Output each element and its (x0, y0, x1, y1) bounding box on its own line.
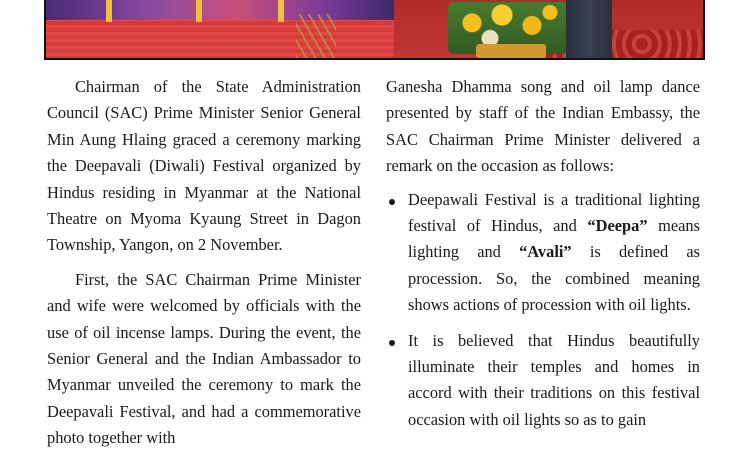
stage-backdrop (46, 0, 394, 20)
bullet-item-1 (386, 187, 700, 319)
event-photo (44, 0, 705, 60)
stage-railing (296, 14, 336, 58)
bullet-1-bold-deepa: “Deepa” (587, 216, 648, 236)
stage-pillar (106, 0, 112, 22)
bullet-1-text-a: Deepawali Festival is a traditional lighting festival of Hindus, and (408, 189, 700, 236)
paragraph-1: Chairman of the State Administration Council (SAC) Prime Minister Senior General Min Aung Hlaing graced a ceremony marking the Deepavali (Diwali) Festival organized by Hindus residing in Myanmar at the National Theatre on Myoma Kyaung Street in Dagon Township, Yangon, on 2 November. (47, 77, 361, 255)
bullet-icon (389, 340, 395, 346)
stage-pillar (196, 0, 202, 22)
stage-stairs-image (46, 0, 394, 58)
bullet-1-bold-avali: “Avali” (519, 242, 572, 262)
bullet-2-text: It is believed that Hindus beautifully illuminate their temples and homes in accord with their traditions on this festival occasion with oil lights so as to gain (408, 330, 700, 429)
article-right-column (386, 74, 700, 442)
bullet-list (386, 187, 700, 434)
bullet-1-text-b: means lighting and (408, 216, 700, 262)
bullet-1-text-c: is defined as procession. So, the combined meaning shows actions of procession with oil lights. (408, 242, 701, 315)
bullet-item-2 (386, 328, 700, 434)
paragraph-2: First, the SAC Chairman Prime Minister and wife were welcomed by officials with the use of oil incense lamps. During the event, the Senior General and the Indian Ambassador to Myanmar unveiled the ceremony to mark the Deepavali Festival, and had a commemorative photo together with (47, 269, 361, 448)
person-figure (566, 0, 612, 58)
article-left-column (47, 74, 361, 460)
paragraph-3: Ganesha Dhamma song and oil lamp dance presented by staff of the Indian Embassy, the SAC Chairman Prime Minister delivered a remark on the occasion as follows: (386, 77, 700, 176)
bullet-icon (389, 199, 395, 205)
stage-pillar (278, 0, 284, 22)
flower-pot (476, 44, 546, 58)
